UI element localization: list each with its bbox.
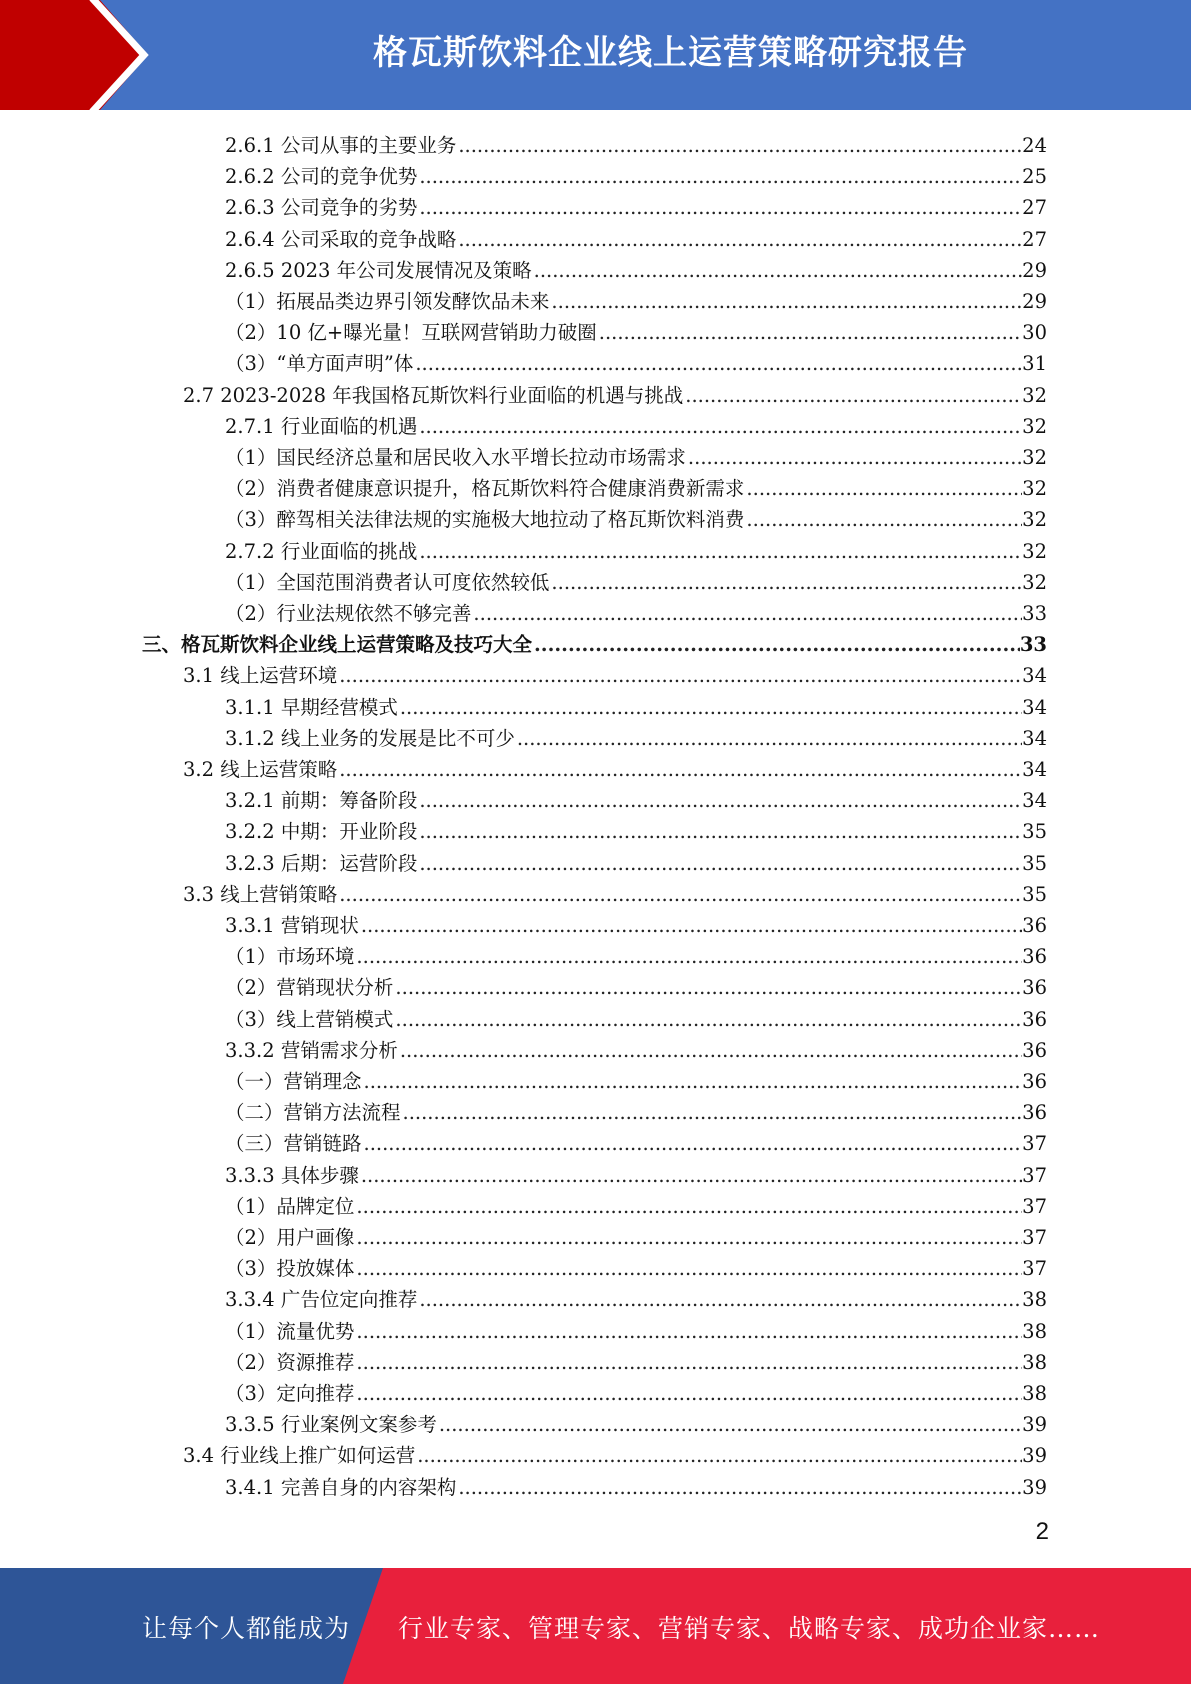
toc-entry-label: （1）拓展品类边界引领发酵饮品未来 <box>225 290 550 313</box>
toc-entry[interactable] <box>225 1314 1047 1345</box>
toc-entry-label: 3.3.1 营销现状 <box>225 914 359 937</box>
toc-entry-page: 29 <box>1022 259 1047 282</box>
toc-leader-dots <box>551 570 1022 596</box>
toc-entry-label: （3）定向推荐 <box>225 1382 355 1405</box>
page-number: 2 <box>1035 1518 1049 1545</box>
toc-entry-page: 35 <box>1022 820 1047 843</box>
toc-entry-label: （2）行业法规依然不够完善 <box>225 602 472 625</box>
toc-leader-dots <box>356 1350 1022 1376</box>
toc-leader-dots <box>473 601 1022 627</box>
toc-leader-dots <box>551 289 1022 315</box>
toc-entry-label: 2.6.3 公司竞争的劣势 <box>225 196 418 219</box>
toc-leader-dots <box>439 1412 1022 1438</box>
toc-entry[interactable] <box>225 1033 1047 1064</box>
toc-leader-dots <box>419 851 1022 877</box>
toc-entry-page: 34 <box>1022 789 1047 812</box>
toc-entry-page: 39 <box>1022 1413 1047 1436</box>
toc-entry[interactable] <box>225 1189 1047 1220</box>
toc-entry-label: 2.6.5 2023 年公司发展情况及策略 <box>225 259 532 282</box>
toc-leader-dots <box>403 1100 1023 1126</box>
toc-entry-label: （1）品牌定位 <box>225 1195 355 1218</box>
toc-entry-label: （2）10 亿+曝光量！互联网营销助力破圈 <box>225 321 597 344</box>
toc-entry-label: （3）投放媒体 <box>225 1257 355 1280</box>
toc-entry-label: （2）用户画像 <box>225 1226 355 1249</box>
toc-entry-page: 38 <box>1022 1320 1047 1343</box>
toc-entry[interactable] <box>225 939 1047 970</box>
toc-entry-page: 38 <box>1022 1351 1047 1374</box>
toc-entry[interactable] <box>225 814 1047 845</box>
toc-leader-dots <box>419 819 1022 845</box>
toc-entry-label: （2）营销现状分析 <box>225 976 394 999</box>
toc-entry[interactable] <box>225 190 1047 221</box>
toc-entry-page: 37 <box>1022 1132 1047 1155</box>
toc-entry[interactable] <box>225 1095 1047 1126</box>
toc-entry-label: 3.4 行业线上推广如何运营 <box>183 1444 416 1467</box>
toc-entry-page: 34 <box>1022 664 1047 687</box>
toc-leader-dots <box>361 1163 1022 1189</box>
toc-entry-label: （3）线上营销模式 <box>225 1008 394 1031</box>
toc-entry-page: 38 <box>1022 1382 1047 1405</box>
toc-entry-label: 3.1 线上运营环境 <box>183 664 338 687</box>
toc-entry[interactable] <box>225 1251 1047 1282</box>
toc-entry-page: 27 <box>1022 196 1047 219</box>
toc-leader-dots <box>417 1443 1022 1469</box>
toc-entry-label: 3.2 线上运营策略 <box>183 758 338 781</box>
toc-entry[interactable] <box>225 721 1047 752</box>
toc-entry-page: 37 <box>1022 1226 1047 1249</box>
toc-entry[interactable] <box>225 596 1047 627</box>
toc-entry[interactable] <box>225 1470 1047 1501</box>
toc-leader-dots <box>415 351 1022 377</box>
toc-entry-label: （一）营销理念 <box>225 1070 362 1093</box>
report-title: 格瓦斯饮料企业线上运营策略研究报告 <box>373 33 968 73</box>
toc-entry-page: 33 <box>1019 633 1047 656</box>
toc-entry-page: 32 <box>1022 477 1047 500</box>
toc-leader-dots <box>400 695 1022 721</box>
toc-entry[interactable] <box>225 284 1047 315</box>
toc-leader-dots <box>356 1319 1022 1345</box>
toc-entry[interactable] <box>183 378 1047 409</box>
toc-entry-label: 2.6.2 公司的竞争优势 <box>225 165 418 188</box>
toc-entry-label: 3.3.4 广告位定向推荐 <box>225 1288 418 1311</box>
toc-entry-label: 3.1.1 早期经营模式 <box>225 696 398 719</box>
toc-entry-page: 38 <box>1022 1288 1047 1311</box>
toc-entry[interactable] <box>225 970 1047 1001</box>
toc-entry-label: 3.2.1 前期：筹备阶段 <box>225 789 418 812</box>
toc-entry-page: 36 <box>1022 1039 1047 1062</box>
toc-entry-label: （三）营销链路 <box>225 1132 362 1155</box>
toc-leader-dots <box>395 1007 1022 1033</box>
toc-entry-page: 36 <box>1022 1070 1047 1093</box>
toc-entry-label: 3.4.1 完善自身的内容架构 <box>225 1476 457 1499</box>
toc-leader-dots <box>419 414 1022 440</box>
toc-entry[interactable] <box>225 1064 1047 1095</box>
toc-leader-dots <box>356 1256 1022 1282</box>
toc-entry-label: （二）营销方法流程 <box>225 1101 401 1124</box>
toc-entry-page: 36 <box>1022 976 1047 999</box>
toc-leader-dots <box>356 1225 1022 1251</box>
toc-entry-page: 37 <box>1022 1164 1047 1187</box>
toc-entry-page: 25 <box>1022 165 1047 188</box>
toc-entry[interactable] <box>225 1407 1047 1438</box>
toc-entry-label: 2.6.4 公司采取的竞争战略 <box>225 228 457 251</box>
toc-leader-dots <box>339 882 1022 908</box>
toc-entry[interactable] <box>225 409 1047 440</box>
toc-entry-label: 2.7.2 行业面临的挑战 <box>225 540 418 563</box>
toc-entry-page: 34 <box>1022 758 1047 781</box>
toc-entry[interactable] <box>225 315 1047 346</box>
toc-leader-dots <box>685 383 1022 409</box>
toc-entry-label: （3）“单方面声明”体 <box>225 352 414 375</box>
toc-entry[interactable] <box>225 846 1047 877</box>
toc-entry-label: 3.2.3 后期：运营阶段 <box>225 852 418 875</box>
toc-leader-dots <box>599 320 1022 346</box>
toc-entry-label: （1）市场环境 <box>225 945 355 968</box>
toc-leader-dots <box>395 975 1022 1001</box>
toc-leader-dots <box>746 507 1022 533</box>
header-bar <box>0 0 1191 110</box>
toc-entry[interactable] <box>225 253 1047 284</box>
toc-leader-dots <box>364 1069 1023 1095</box>
toc-entry-page: 29 <box>1022 290 1047 313</box>
toc-entry-page: 27 <box>1022 228 1047 251</box>
toc-entry[interactable] <box>225 159 1047 190</box>
toc-leader-dots <box>356 1194 1022 1220</box>
toc-leader-dots <box>361 913 1022 939</box>
toc-leader-dots <box>339 757 1022 783</box>
toc-entry-page: 35 <box>1022 883 1047 906</box>
toc-entry[interactable] <box>225 1345 1047 1376</box>
toc-entry[interactable] <box>142 627 1047 658</box>
toc-entry-page: 30 <box>1022 321 1047 344</box>
toc-entry-label: （2）资源推荐 <box>225 1351 355 1374</box>
toc-entry-label: （1）全国范围消费者认可度依然较低 <box>225 571 550 594</box>
toc-entry-page: 34 <box>1022 696 1047 719</box>
toc-entry-page: 36 <box>1022 945 1047 968</box>
toc-leader-dots <box>534 258 1023 284</box>
toc-entry-page: 33 <box>1022 602 1047 625</box>
toc-entry-page: 32 <box>1022 540 1047 563</box>
toc-entry-label: 2.6.1 公司从事的主要业务 <box>225 134 457 157</box>
toc-entry[interactable] <box>225 1376 1047 1407</box>
toc-entry-label: 3.3.2 营销需求分析 <box>225 1039 398 1062</box>
toc-leader-dots <box>534 632 1020 658</box>
toc-leader-dots <box>356 1381 1022 1407</box>
toc-entry-page: 39 <box>1022 1444 1047 1467</box>
toc-entry[interactable] <box>183 752 1047 783</box>
toc-entry[interactable] <box>225 534 1047 565</box>
toc-entry-page: 24 <box>1022 134 1047 157</box>
toc-leader-dots <box>746 476 1022 502</box>
toc-entry-label: 2.7 2023-2028 年我国格瓦斯饮料行业面临的机遇与挑战 <box>183 384 684 407</box>
toc-leader-dots <box>419 539 1022 565</box>
toc-leader-dots <box>458 133 1022 159</box>
toc-entry[interactable] <box>225 346 1047 377</box>
toc-entry[interactable] <box>183 1438 1047 1469</box>
toc-entry-page: 39 <box>1022 1476 1047 1499</box>
toc-entry-page: 32 <box>1022 415 1047 438</box>
toc-entry-page: 32 <box>1022 384 1047 407</box>
toc-entry[interactable] <box>225 502 1047 533</box>
toc-entry[interactable] <box>225 783 1047 814</box>
toc-entry-label: 三、格瓦斯饮料企业线上运营策略及技巧大全 <box>142 633 533 656</box>
toc-entry[interactable] <box>183 658 1047 689</box>
toc-entry-label: 3.3.5 行业案例文案参考 <box>225 1413 437 1436</box>
toc-entry[interactable] <box>225 471 1047 502</box>
toc-entry[interactable] <box>225 690 1047 721</box>
toc-entry[interactable] <box>225 128 1047 159</box>
toc-entry[interactable] <box>225 565 1047 596</box>
footer-slogan-right: 行业专家、管理专家、营销专家、战略专家、成功企业家…… <box>398 1614 1101 1643</box>
toc-entry-label: 3.3 线上营销策略 <box>183 883 338 906</box>
toc-entry-label: （1）流量优势 <box>225 1320 355 1343</box>
toc-entry-page: 32 <box>1022 571 1047 594</box>
toc-entry-page: 37 <box>1022 1195 1047 1218</box>
toc-leader-dots <box>339 663 1022 689</box>
toc-entry-label: （2）消费者健康意识提升，格瓦斯饮料符合健康消费新需求 <box>225 477 745 500</box>
toc-entry[interactable] <box>225 222 1047 253</box>
footer-banner <box>0 1568 1191 1684</box>
toc-entry-page: 34 <box>1022 727 1047 750</box>
toc-entry-page: 37 <box>1022 1257 1047 1280</box>
toc-entry-label: （1）国民经济总量和居民收入水平增长拉动市场需求 <box>225 446 686 469</box>
toc-entry-label: 2.7.1 行业面临的机遇 <box>225 415 418 438</box>
toc-entry[interactable] <box>225 1158 1047 1189</box>
toc-leader-dots <box>364 1131 1023 1157</box>
toc-entry[interactable] <box>225 908 1047 939</box>
toc-entry[interactable] <box>225 1126 1047 1157</box>
toc-entry-page: 32 <box>1022 508 1047 531</box>
toc-entry[interactable] <box>183 877 1047 908</box>
toc-entry[interactable] <box>225 1220 1047 1251</box>
toc-entry-label: 3.3.3 具体步骤 <box>225 1164 359 1187</box>
toc-leader-dots <box>688 445 1022 471</box>
toc-entry-label: （3）醉驾相关法律法规的实施极大地拉动了格瓦斯饮料消费 <box>225 508 745 531</box>
toc-leader-dots <box>400 1038 1022 1064</box>
footer-slogan-left: 让每个人都能成为 <box>142 1614 351 1643</box>
toc-leader-dots <box>419 788 1022 814</box>
toc-entry[interactable] <box>225 1002 1047 1033</box>
toc-leader-dots <box>458 227 1022 253</box>
toc-entry-page: 36 <box>1022 1008 1047 1031</box>
toc-entry-page: 35 <box>1022 852 1047 875</box>
toc-entry-label: 3.1.2 线上业务的发展是比不可少 <box>225 727 515 750</box>
toc-entry-page: 36 <box>1022 914 1047 937</box>
toc-entry-page: 31 <box>1022 352 1047 375</box>
toc-entry-page: 36 <box>1022 1101 1047 1124</box>
toc-leader-dots <box>458 1475 1022 1501</box>
toc-leader-dots <box>419 195 1022 221</box>
toc-leader-dots <box>419 164 1022 190</box>
toc-leader-dots <box>517 726 1022 752</box>
toc-entry[interactable] <box>225 1282 1047 1313</box>
toc-entry-page: 32 <box>1022 446 1047 469</box>
toc-entry-label: 3.2.2 中期：开业阶段 <box>225 820 418 843</box>
toc-entry[interactable] <box>225 440 1047 471</box>
toc-leader-dots <box>419 1287 1022 1313</box>
toc-leader-dots <box>356 944 1022 970</box>
